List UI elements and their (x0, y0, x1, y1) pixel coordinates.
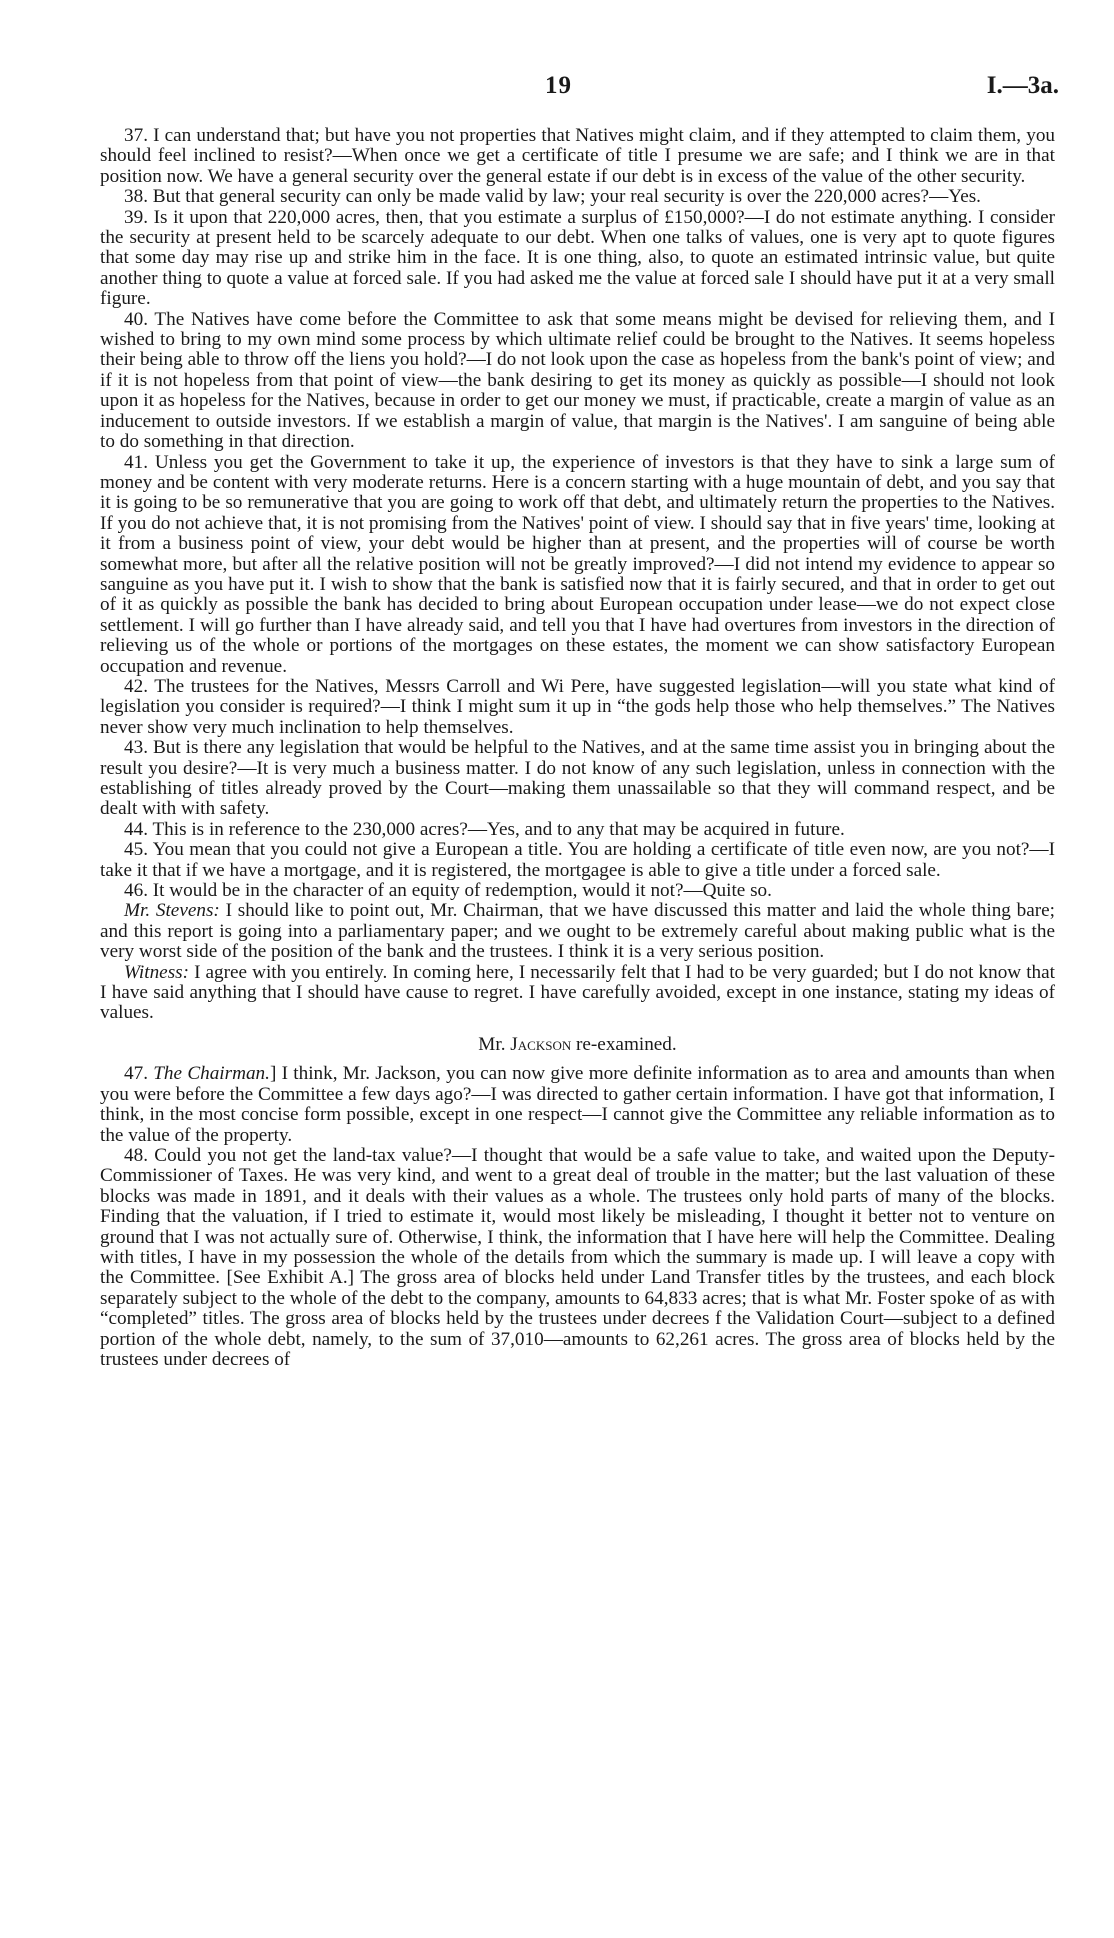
paragraph-text: I can understand that; but have you not properties that Natives might claim, and if they attempted to claim them, you should feel inclined to resist?—When once we get a certificate of title I presume we are safe; and I think we are in that position now. We have a general security over the general estate if our debt is in excess of the value of the other security. (100, 125, 1056, 187)
paragraph-number: 44. (124, 818, 148, 840)
speaker-name: Witness: (124, 961, 190, 983)
document-body (100, 126, 1055, 1370)
paragraph-text: But that general security can only be made valid by law; your real security is over the 220,000 acres?—Yes. (152, 186, 981, 208)
paragraph-44 (100, 820, 1055, 840)
paragraph-37 (100, 126, 1055, 187)
paragraph-48 (100, 1146, 1055, 1370)
witness-remark (100, 963, 1055, 1024)
paragraph-number: 41. (124, 451, 148, 473)
document-reference: I.—3a. (986, 72, 1059, 99)
paragraph-text: Unless you get the Government to take it up, the experience of investors is that they have to sink a large sum of money and be content with very moderate returns. Here is a concern starting with a huge mountain of debt, and you say that it is going to be so remunerative that you are going to work off that debt, and ultimately return the properties to the Natives. If you do not achieve that, it is not promising from the Natives' point of view. I should say that in five years' time, looking at it from a business point of view, your debt would be higher than at present, and the properties will of course be worth somewhat more, but after all the relative position will not be greatly improved?—I did not intend my evidence to appear so sanguine as you have put it. I wish to show that the bank is satisfied now that it is fairly secured, and that in order to get out of it as quickly as possible the bank has decided to bring about European occupation under lease—we do not expect close settlement. I will go further than I have already said, and tell you that I have had overtures from investors in the direction of relieving us of the whole or portions of the mortgages on these estates, the moment we can show satisfactory European occupation and revenue. (100, 451, 1056, 677)
paragraph-text: Is it upon that 220,000 acres, then, that you estimate a surplus of £150,000?—I do not estimate anything. I consider the security at present held to be scarcely adequate to our debt. When one talks of values, one is very apt to quote figures that some day may rise up and strike him in the face. It is one thing, also, to quote an estimated intrinsic value, but quite another thing to quote a value at forced sale. If you had asked me the value at forced sale I should have put it at a very small figure. (100, 206, 1055, 310)
paragraph-46 (100, 881, 1055, 901)
paragraph-number: 39. (124, 206, 148, 228)
paragraph-42 (100, 677, 1055, 738)
paragraph-text: Could you not get the land-tax value?—I thought that would be a safe value to take, and waited upon the Deputy-Commissioner of Taxes. He was very kind, and went to a great deal of trouble in the matter; but the last valuation of these blocks was made in 1891, and it deals with their values as a whole. The trustees only hold parts of many of the blocks. Finding that the valuation, if I tried to estimate it, would most likely be misleading, I thought it better not to venture on ground that I was not actually sure of. Otherwise, I think, the information that I have here will help the Committee. Dealing with titles, I have in my possession the whole of the details from which the summary is made up. I will leave a copy with the Committee. [See Exhibit A.] The gross area of blocks held under Land Transfer titles by the trustees, and each block separately subject to the whole of the debt to the company, amounts to 64,833 acres; that is what Mr. Foster spoke of as with “completed” titles. The gross area of blocks held by the trustees under decrees f the Validation Court—subject to a defined portion of the whole debt, namely, to the sum of 37,010—amounts to 62,261 acres. The gross area of blocks held by the trustees under decrees of (100, 1144, 1055, 1370)
speaker-name: Mr. Stevens: (124, 900, 220, 922)
heading-prefix: Mr. (478, 1033, 511, 1055)
heading-name: Jackson (510, 1033, 572, 1055)
paragraph-text: It would be in the character of an equity of redemption, would it not?—Quite so. (152, 880, 772, 902)
paragraph-number: 43. (124, 737, 148, 759)
paragraph-number: 42. (124, 675, 148, 697)
page-number: 19 (545, 72, 572, 99)
section-heading (100, 1035, 1055, 1055)
paragraph-number: 47. (124, 1063, 148, 1085)
paragraph-text: I should like to point out, Mr. Chairman, that we have discussed this matter and laid the whole thing bare; and this report is going into a parliamentary paper; and we ought to be extremely careful about making public what is the very worst side of the position of the bank and the trustees. I think it is a very serious position. (100, 900, 1056, 963)
paragraph-number: 48. (124, 1144, 148, 1166)
stevens-remark (100, 901, 1055, 962)
paragraph-text: But is there any legislation that would be helpful to the Natives, and at the same time assist you in bringing about the result you desire?—It is very much a business matter. I do not know of any such legislation, unless in connection with the establishing of titles already proved by the Court—making them unassailable so that they will command respect, and be dealt with with safety. (100, 737, 1055, 820)
paragraph-38 (100, 187, 1055, 207)
paragraph-41 (100, 453, 1055, 677)
paragraph-45 (100, 840, 1055, 881)
paragraph-39 (100, 208, 1055, 310)
paragraph-number: 45. (124, 839, 148, 861)
paragraph-number: 37. (124, 125, 148, 146)
paragraph-number: 46. (124, 880, 148, 902)
paragraph-text: You mean that you could not give a European a title. You are holding a certificate of title even now, are you not?—I take it that if we have a mortgage, and it is registered, the mortgagee is able to give a title under a forced sale. (100, 839, 1055, 881)
paragraph-47: 47. The Chairman.] I think, Mr. Jackson, you can now give more definite information as to area and amounts than when you were before the Committee a few days ago?—I was directed to gather certain information. I have got that information, I think, in the most concise form possible, except in one respect—I cannot give the Committee any reliable information as to the value of the property. (100, 1063, 1055, 1146)
speaker-name: The Chairman. (153, 1063, 270, 1085)
paragraph-number: 40. (124, 308, 148, 330)
paragraph-text: I agree with you entirely. In coming here, I necessarily felt that I had to be very guarded; but I do not know that I have said anything that I should have cause to regret. I have carefully avoided, except in one instance, stating my ideas of values. (100, 961, 1055, 1024)
heading-suffix: re-examined. (571, 1033, 677, 1055)
paragraph-text: The trustees for the Natives, Messrs Carroll and Wi Pere, have suggested legislation—will you state what kind of legislation you consider is required?—I think I might sum it up in “the gods help those who help themselves.” The Natives never show very much inclination to help themselves. (100, 675, 1055, 738)
paragraph-number: 38. (124, 186, 148, 208)
paragraph-40 (100, 310, 1055, 453)
paragraph-text: This is in reference to the 230,000 acres?—Yes, and to any that may be acquired in future. (152, 818, 845, 840)
paragraph-text: I think, Mr. Jackson, you can now give more definite information as to area and amounts than when you were before the Committee a few days ago?—I was directed to gather certain information. I have got that information, I think, in the most concise form possible, except in one respect—I cannot give the Committee any reliable information as to the value of the property. (100, 1063, 1055, 1146)
paragraph-text: The Natives have come before the Committee to ask that some means might be devised for relieving them, and I wished to bring to my own mind some process by which ultimate relief could be brought to the Natives. It seems hopeless their being able to throw off the liens you hold?—I do not look upon the case as hopeless from the bank's point of view; and if it is not hopeless from that point of view—the bank desiring to get its money as quickly as possible—I should not look upon it as hopeless for the Natives, because in order to get our money we must, if practicable, create a margin of value as an inducement to outside investors. If we establish a margin of value, that margin is the Natives'. I am sanguine of being able to do something in that direction. (100, 308, 1055, 453)
paragraph-43 (100, 738, 1055, 820)
page-header (0, 72, 1114, 112)
